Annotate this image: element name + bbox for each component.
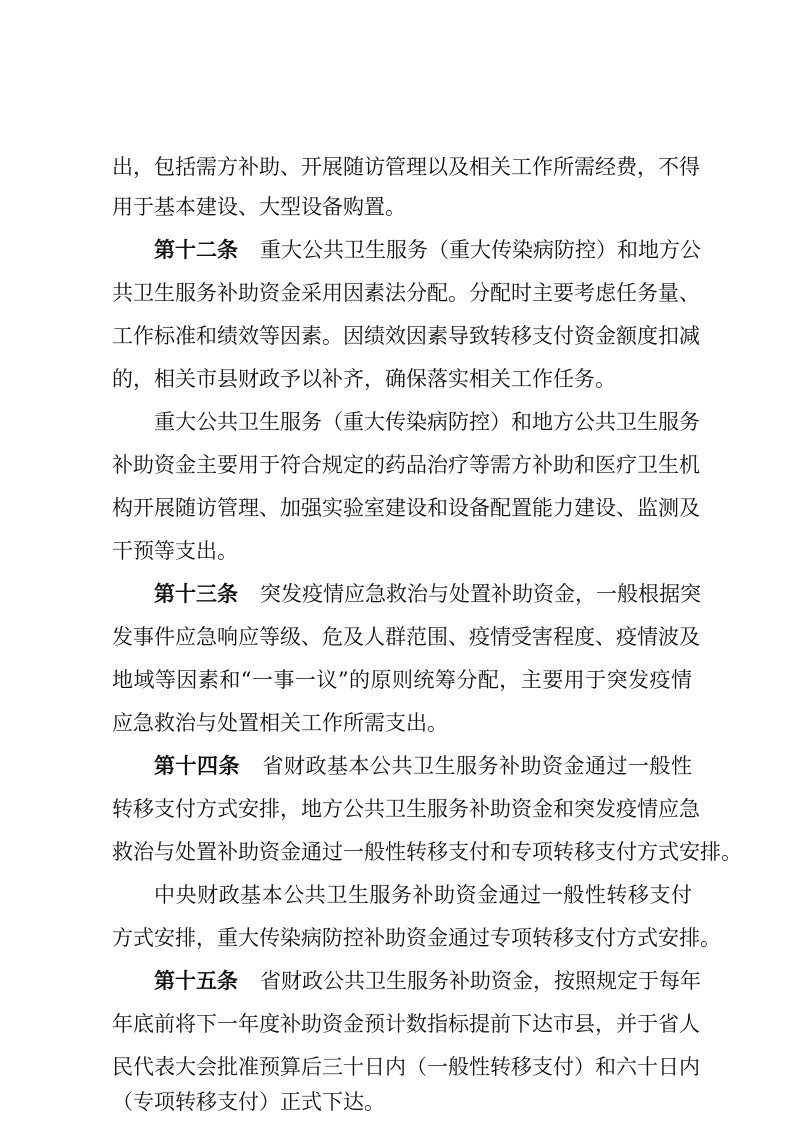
article-heading: 第十二条 [154,238,238,262]
article-14-line: 第十四条 省财政基本公共卫生服务补助资金通过一般性 [154,754,692,778]
article-heading: 第十四条 [154,754,240,778]
text-line: 应急救治与处置相关工作所需支出。 [112,711,448,735]
article-15-line: 第十五条 省财政公共卫生服务补助资金，按照规定于每年 [154,969,701,993]
text-line: 年底前将下一年度补助资金预计数指标提前下达市县，并于省人 [112,1012,700,1036]
text-line: 用于基本建设、大型设备购置。 [112,195,406,219]
text-line: 中央财政基本公共卫生服务补助资金通过一般性转移支付 [154,883,692,907]
text-line: （专项转移支付）正式下达。 [112,1090,385,1114]
text-line: 重大公共卫生服务（重大传染病防控）和地方公共卫生服务 [154,410,700,434]
text-line: 构开展随访管理、加强实验室建设和设备配置能力建设、监测及 [112,496,700,520]
article-12-line: 第十二条 重大公共卫生服务（重大传染病防控）和地方公 [154,238,701,262]
article-heading: 第十三条 [154,582,238,606]
text-line: 发事件应急响应等级、危及人群范围、疫情受害程度、疫情波及 [112,625,700,649]
text-line: 救治与处置补助资金通过一般性转移支付和专项转移支付方式安排。 [112,840,742,864]
text-line: 地域等因素和“一事一议”的原则统筹分配，主要用于突发疫情 [112,668,692,692]
text-line: 干预等支出。 [112,539,238,563]
article-heading: 第十五条 [154,969,238,993]
text-line: 民代表大会批准预算后三十日内（一般性转移支付）和六十日内 [112,1055,700,1079]
text-line: 方式安排，重大传染病防控补助资金通过专项转移支付方式安排。 [112,926,721,950]
article-13-line: 第十三条 突发疫情应急救治与处置补助资金，一般根据突 [154,582,701,606]
text-line: 工作标准和绩效等因素。因绩效因素导致转移支付资金额度扣减 [112,324,700,348]
text-line: 出，包括需方补助、开展随访管理以及相关工作所需经费，不得 [112,155,700,179]
text-line: 的，相关市县财政予以补齐，确保落实相关工作任务。 [112,367,616,391]
text-line: 补助资金主要用于符合规定的药品治疗等需方补助和医疗卫生机 [112,453,700,477]
text-line: 转移支付方式安排，地方公共卫生服务补助资金和突发疫情应急 [112,797,700,821]
text-line: 共卫生服务补助资金采用因素法分配。分配时主要考虑任务量、 [112,281,700,305]
